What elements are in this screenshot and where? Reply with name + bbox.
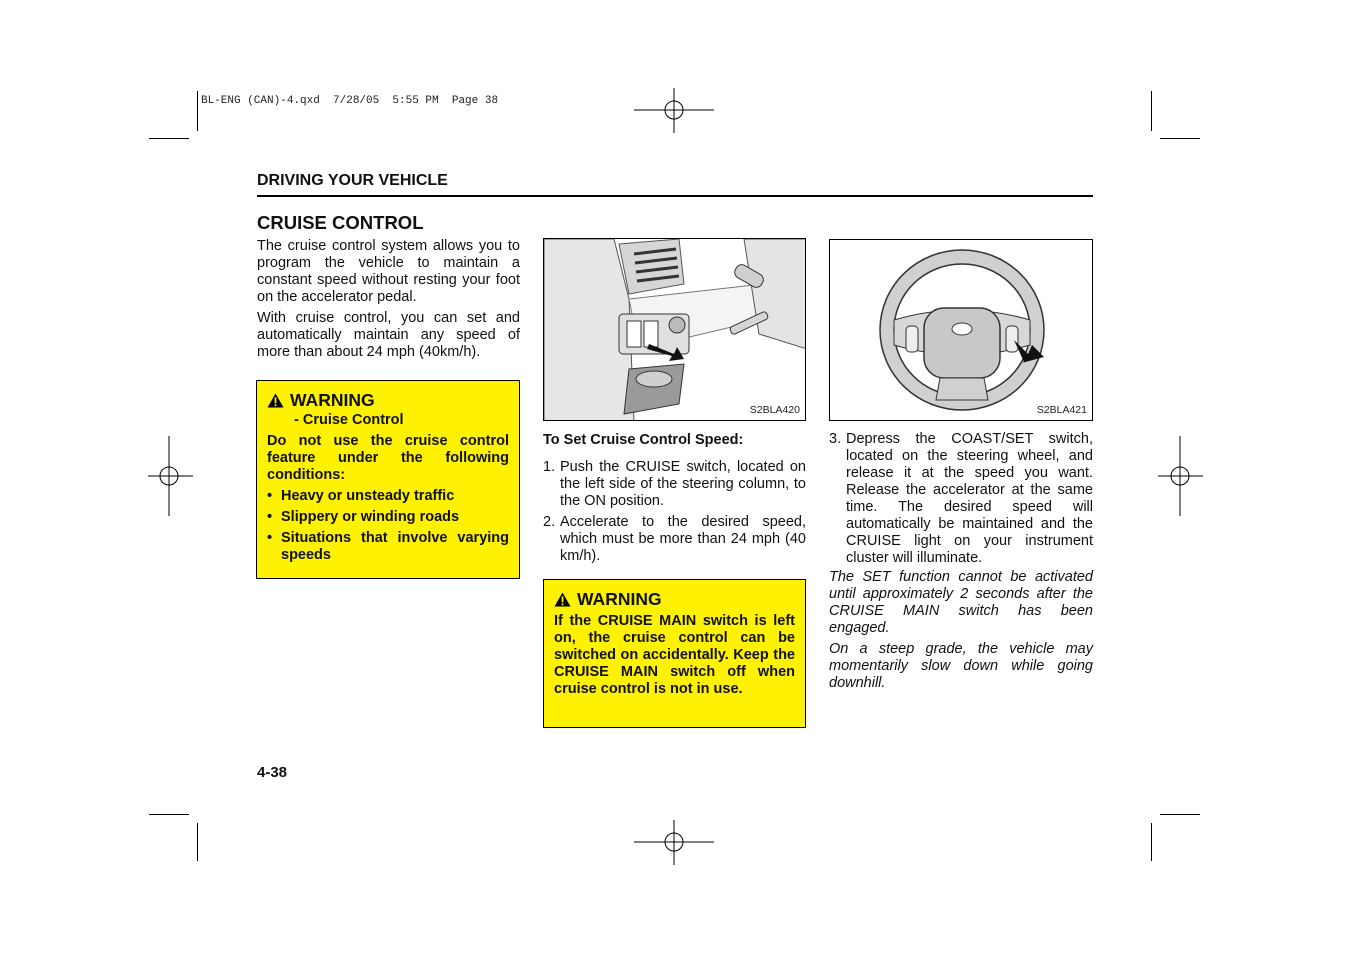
warning-bullet: • Heavy or unsteady traffic [267,488,455,504]
note-set-function: The SET function cannot be activated until approximately 2 seconds after the CRUISE MAIN switch has been engaged. [829,569,1093,636]
intro-paragraph: The cruise control system allows you to program the vehicle to maintain a constant speed without resting your foot on the accelerator pedal. [257,238,520,305]
registration-mark-bottom [634,820,714,865]
step-item [543,459,806,510]
warning-title: WARNING [290,390,375,410]
warning-heading [554,589,795,610]
step-number: 3. [829,431,842,447]
registration-mark-right [1158,436,1203,516]
page-number: 4-38 [257,764,288,781]
intro-text [257,238,520,361]
warning-heading [267,390,509,411]
steps-list-continued [829,428,1093,567]
step-number: 1. [543,459,556,475]
step-item [829,431,1093,567]
warning-triangle-icon [267,393,284,408]
figure-label: S2BLA421 [1036,404,1087,416]
steering-wheel-illustration [830,240,1093,421]
header-rule [257,195,1093,197]
warning-bullet: • Situations that involve varying speeds [267,530,509,563]
warning-text: Do not use the cruise control feature under the following conditions: [267,433,509,483]
steps-list [543,456,806,565]
print-slug: BL-ENG (CAN)-4.qxd 7/28/05 5:55 PM Page 38 [201,95,499,107]
figure-steering-wheel [829,239,1093,421]
warning-box-cruise-main [543,579,806,728]
intro-paragraph: With cruise control, you can set and automatically maintain any speed of more than about 24 mph (40km/h). [257,310,520,360]
warning-title: WARNING [577,589,662,609]
warning-subtitle: - Cruise Control [294,412,404,428]
registration-mark-left [148,436,193,516]
step-number: 2. [543,514,556,530]
section-header: DRIVING YOUR VEHICLE [257,172,448,189]
step-item [543,514,806,565]
page-title: CRUISE CONTROL [257,212,424,233]
step-text: Depress the COAST/SET switch, located on the steering wheel, and release it at the speed you want. Release the accelerator at the same time. The desired speed will automatically be maintained and the CRUISE light on your instrument cluster will illuminate. [846,431,1093,566]
step-text: Push the CRUISE switch, located on the left side of the steering column, to the ON position. [560,459,806,509]
warning-text: If the CRUISE MAIN switch is left on, the cruise control can be switched on accidentally. Keep the CRUISE MAIN switch off when cruise control is not in use. [554,613,795,697]
note-steep-grade: On a steep grade, the vehicle may momentarily slow down while going downhill. [829,641,1093,691]
steps-heading: To Set Cruise Control Speed: [543,432,744,448]
figure-label: S2BLA420 [749,404,800,416]
bullet-text: Slippery or winding roads [281,509,460,525]
figure-dashboard-cruise-switch [543,238,806,421]
warning-bullet: • Slippery or winding roads [267,509,460,525]
dashboard-illustration [544,239,806,421]
bullet-text: Heavy or unsteady traffic [281,488,455,504]
warning-triangle-icon [554,592,571,607]
warning-box-cruise-control [256,380,520,579]
step-text: Accelerate to the desired speed, which must be more than 24 mph (40 km/h). [560,514,806,564]
registration-mark-top [634,88,714,133]
bullet-text: Situations that involve varying speeds [281,530,509,563]
